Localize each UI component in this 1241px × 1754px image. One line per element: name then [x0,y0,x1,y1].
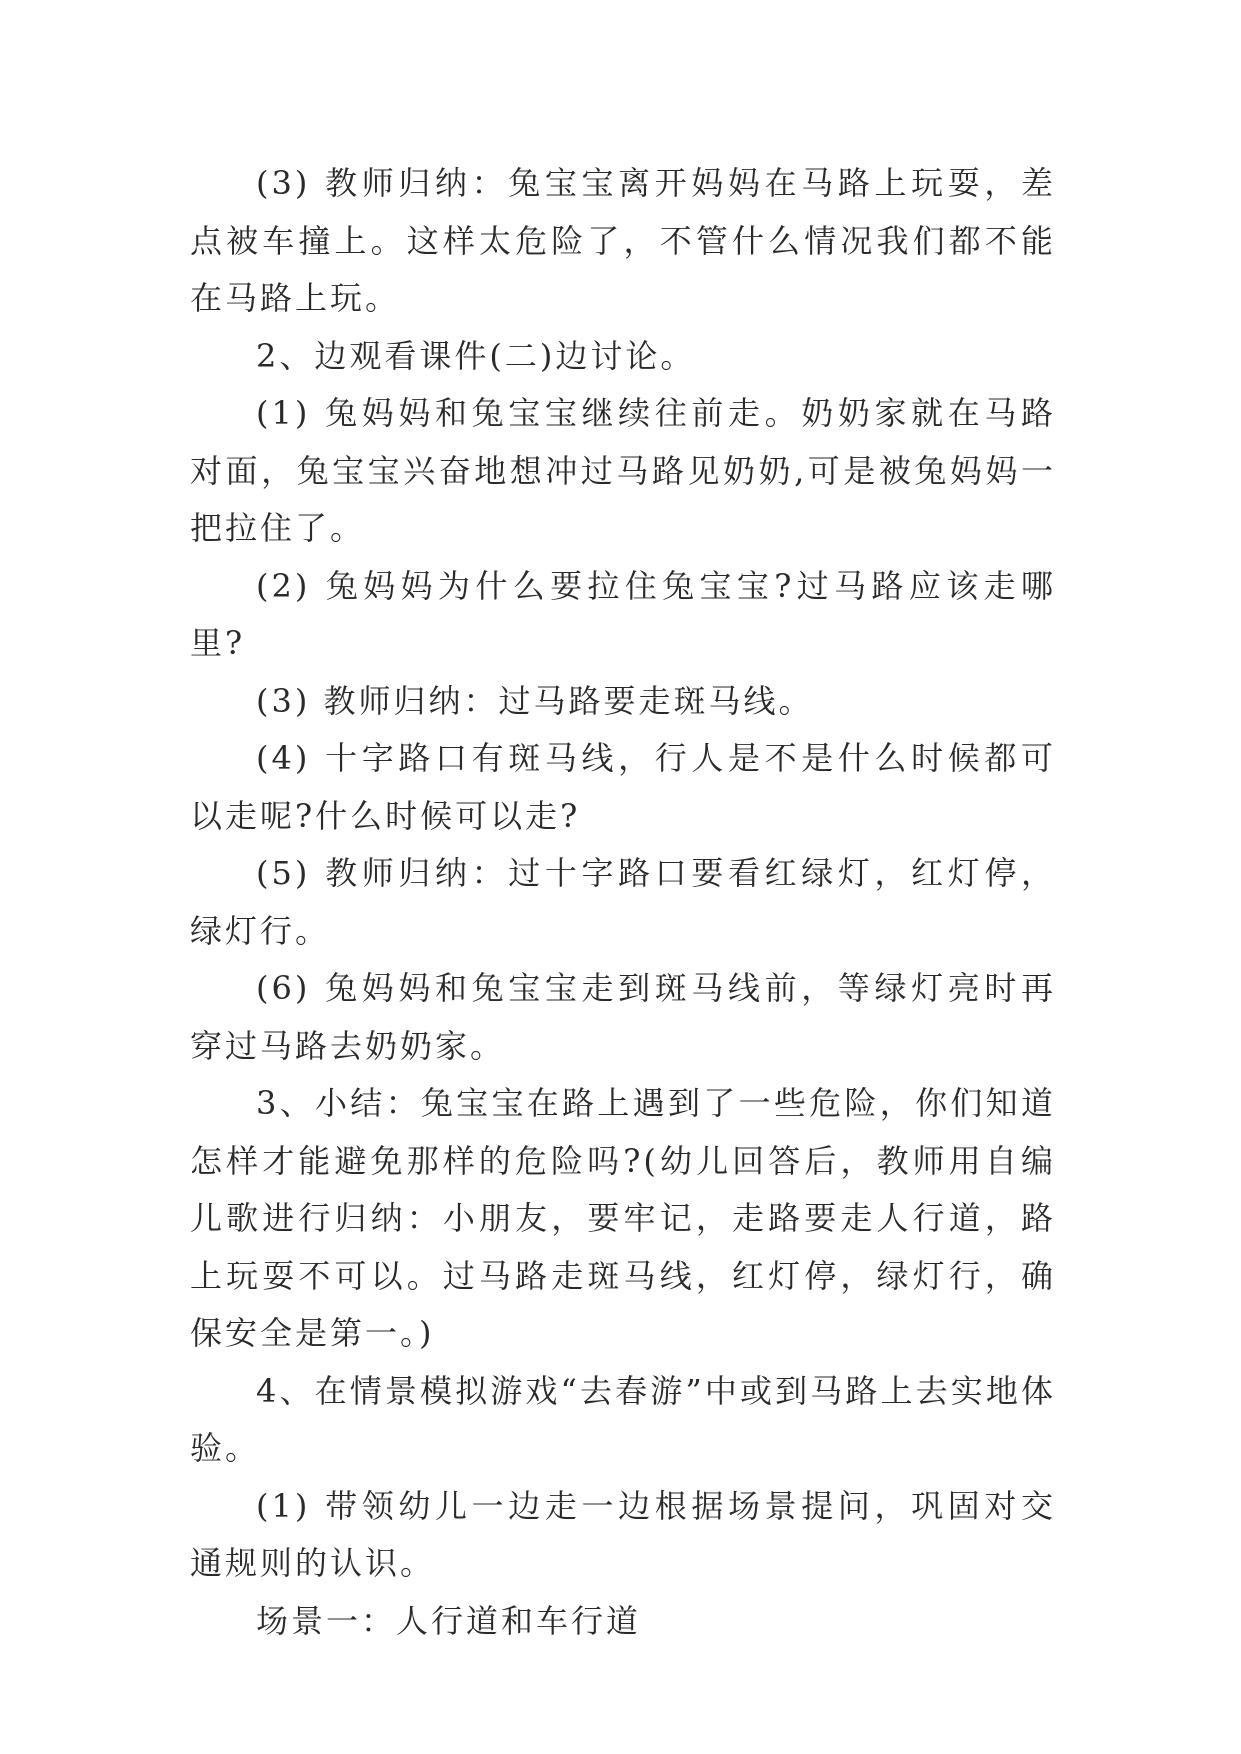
paragraph-item-6: (6) 兔妈妈和兔宝宝走到斑马线前，等绿灯亮时再穿过马路去奶奶家。 [190,969,1056,1065]
paragraph-item-2: (2) 兔妈妈为什么要拉住兔宝宝?过马路应该走哪里? [190,566,1056,662]
document-page [190,155,1056,1650]
paragraph-scene-1: 场景一：人行道和车行道 [256,1601,642,1640]
paragraph-item-5: (5) 教师归纳：过十字路口要看红绿灯，红灯停，绿灯行。 [190,854,1056,950]
paragraph-teacher-summary-1: (3) 教师归纳：兔宝宝离开妈妈在马路上玩耍，差点被车撞上。这样太危险了，不管什么情况我们都不能在马路上玩。 [190,164,1056,317]
paragraph-step-2: 2、边观看课件(二)边讨论。 [256,336,696,375]
paragraph-item-3: (3) 教师归纳：过马路要走斑马线。 [256,681,814,720]
paragraph-item-4: (4) 十字路口有斑马线，行人是不是什么时候都可以走呢?什么时候可以走? [190,739,1056,835]
paragraph-step-4-item-1: (1) 带领幼儿一边走一边根据场景提问，巩固对交通规则的认识。 [190,1486,1056,1582]
paragraph-item-1: (1) 兔妈妈和兔宝宝继续往前走。奶奶家就在马路对面，兔宝宝兴奋地想冲过马路见奶奶,可是被兔妈妈一把拉住了。 [190,394,1056,547]
paragraph-step-3-summary: 3、小结：兔宝宝在路上遇到了一些危险，你们知道怎样才能避免那样的危险吗?(幼儿回答后，教师用自编儿歌进行归纳：小朋友，要牢记，走路要走人行道，路上玩耍不可以。过马路走斑马线，红灯停，绿灯行，确保安全是第一。) [190,1084,1056,1352]
paragraph-step-4: 4、在情景模拟游戏“去春游”中或到马路上去实地体验。 [190,1371,1056,1467]
